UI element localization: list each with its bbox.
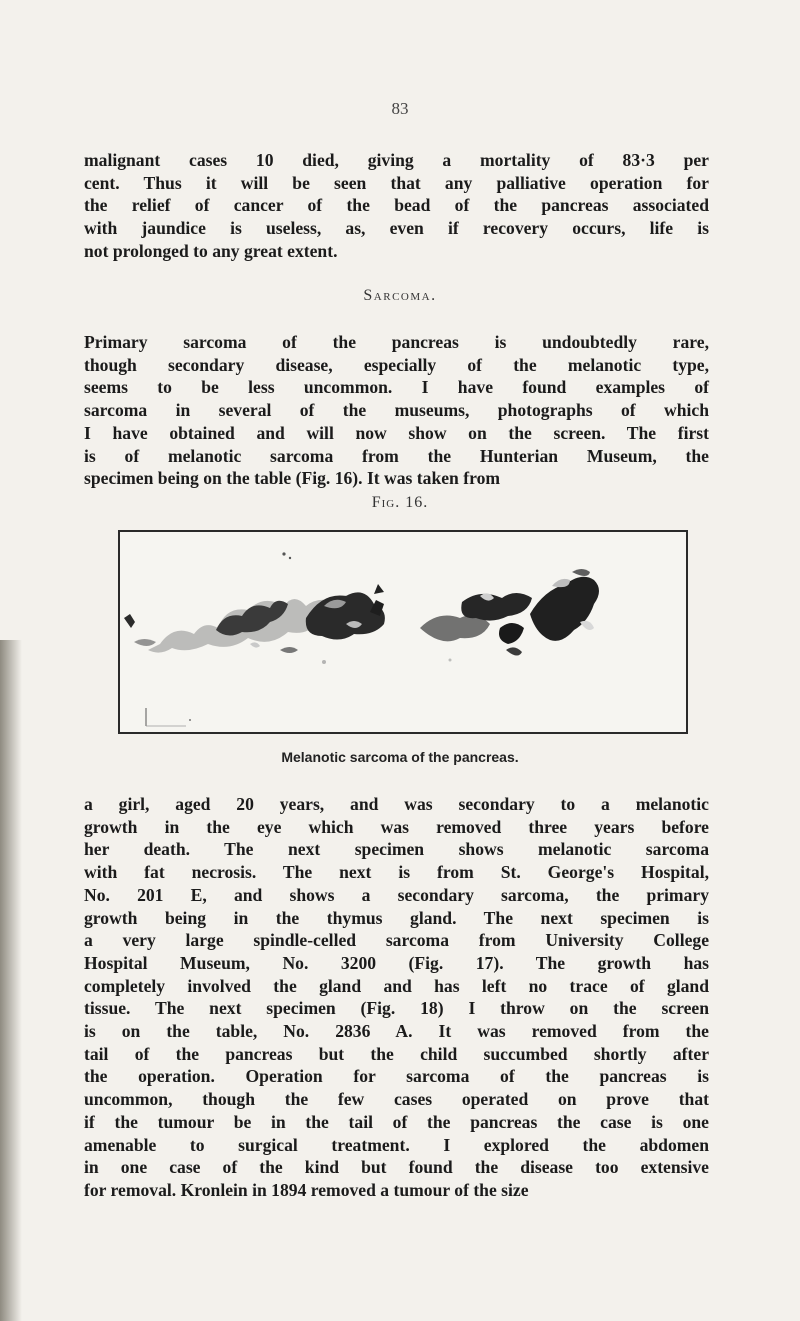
text-line: tissue. The next specimen (Fig. 18) I throw on the screen: [84, 998, 709, 1019]
text-line: specimen being on the table (Fig. 16). It was taken from: [84, 468, 501, 489]
text-line: seems to be less uncommon. I have found examples of: [84, 377, 709, 398]
text-line: sarcoma in several of the museums, photographs of which: [84, 400, 709, 421]
text-line: Primary sarcoma of the pancreas is undoubtedly rare,: [84, 332, 709, 352]
paragraph-2: [84, 331, 709, 490]
text-line: her death. The next specimen shows melanotic sarcoma: [84, 839, 709, 860]
text-line: uncommon, though the few cases operated on prove that: [84, 1089, 709, 1110]
page-number: 83: [391, 99, 409, 118]
text-line: tail of the pancreas but the child succumbed shortly after: [84, 1043, 709, 1064]
text-line: a girl, aged 20 years, and was secondary to a melanotic: [84, 794, 709, 814]
section-heading: Sarcoma.: [363, 287, 437, 304]
text-line: a very large spindle-celled sarcoma from University College: [84, 930, 709, 951]
text-line: amenable to surgical treatment. I explored the abdomen: [84, 1134, 709, 1155]
text-line: with jaundice is useless, as, even if recovery occurs, life is: [84, 218, 709, 239]
text-line: not prolonged to any great extent.: [84, 240, 338, 261]
text-line: the relief of cancer of the bead of the pancreas associated: [84, 195, 709, 216]
text-line: is of melanotic sarcoma from the Hunterian Museum, the: [84, 445, 709, 466]
text-line: No. 201 E, and shows a secondary sarcoma, the primary: [84, 884, 709, 905]
text-line: with fat necrosis. The next is from St. George's Hospital,: [84, 862, 709, 883]
text-line: cent. Thus it will be seen that any palliative operation for: [84, 172, 709, 193]
text-line: if the tumour be in the tail of the pancreas the case is one: [84, 1111, 709, 1132]
paragraph-1: [84, 149, 709, 263]
text-line: the operation. Operation for sarcoma of the pancreas is: [84, 1066, 709, 1087]
figure-photograph: [118, 530, 688, 734]
text-line: malignant cases 10 died, giving a mortality of 83·3 per: [84, 150, 709, 170]
text-line: growth being in the thymus gland. The next specimen is: [84, 907, 709, 928]
text-line: is on the table, No. 2836 A. It was removed from the: [84, 1021, 709, 1042]
text-line: growth in the eye which was removed three years before: [84, 816, 709, 837]
figure-label: Fig. 16.: [371, 494, 429, 511]
text-line: though secondary disease, especially of the melanotic type,: [84, 354, 709, 375]
text-line: I have obtained and will now show on the screen. The first: [84, 422, 709, 443]
text-line: Hospital Museum, No. 3200 (Fig. 17). The growth has: [84, 952, 709, 973]
text-line: for removal. Kronlein in 1894 removed a tumour of the size: [84, 1179, 529, 1200]
text-line: in one case of the kind but found the disease too extensive: [84, 1157, 709, 1178]
text-line: completely involved the gland and has left no trace of gland: [84, 975, 709, 996]
paragraph-3: [84, 793, 709, 1202]
figure-caption: Melanotic sarcoma of the pancreas.: [281, 749, 519, 765]
specimen-photo-image: [120, 532, 686, 732]
binding-shadow: [0, 640, 22, 1321]
